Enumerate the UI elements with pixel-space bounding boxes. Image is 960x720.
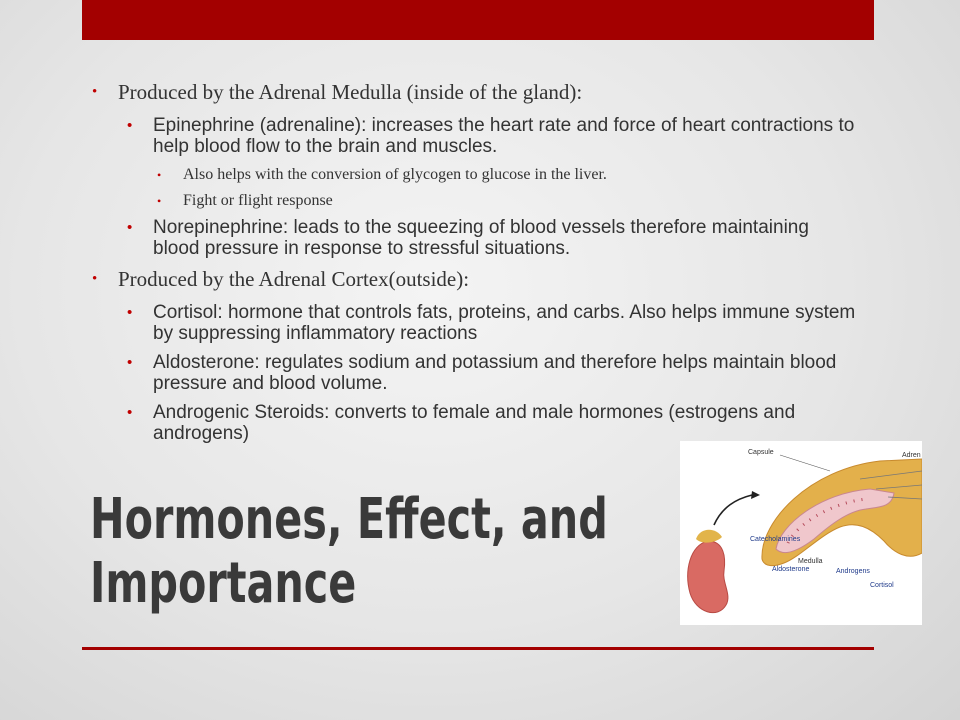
bullet-icon: • <box>127 117 133 134</box>
title-line-1: Hormones, Effect, and <box>90 487 608 552</box>
bullet-text: Produced by the Adrenal Cortex(outside): <box>118 267 470 291</box>
bullet-norepinephrine <box>123 217 858 259</box>
bullet-glycogen <box>153 165 858 184</box>
kidney-shape <box>688 541 728 613</box>
bullet-text: Fight or flight response <box>183 192 333 209</box>
bullet-androgenic <box>123 402 858 444</box>
bullet-icon: • <box>157 194 162 208</box>
small-adrenal-shape <box>696 530 722 543</box>
bullet-text: Produced by the Adrenal Medulla (inside of the gland): <box>118 80 583 104</box>
label-cortisol: Cortisol <box>870 582 894 589</box>
label-medulla: Medulla <box>798 558 823 565</box>
bullet-icon: • <box>127 219 133 236</box>
bottom-accent-rule <box>82 647 874 650</box>
top-accent-bar <box>82 0 874 40</box>
adrenal-gland-diagram <box>680 441 922 625</box>
bullet-cortex <box>88 267 858 291</box>
bullet-text: Androgenic Steroids: converts to female and male hormones (estrogens and androgens) <box>153 402 796 444</box>
bullet-icon: • <box>127 354 133 371</box>
arrow-line <box>714 495 752 525</box>
bullet-cortisol <box>123 302 858 344</box>
bullet-icon: • <box>92 84 98 100</box>
title-line-2: Importance <box>90 551 357 616</box>
bullet-text: Epinephrine (adrenaline): increases the heart rate and force of heart contractions to help blood flow to the brain and muscles. <box>153 115 855 157</box>
label-aldosterone: Aldosterone <box>772 566 810 573</box>
bullet-list <box>88 80 858 452</box>
bullet-icon: • <box>127 304 133 321</box>
label-adrenal: Adren <box>902 452 921 459</box>
bullet-text: Also helps with the conversion of glycogen to glucose in the liver. <box>183 166 607 183</box>
label-capsule: Capsule <box>748 449 774 456</box>
bullet-text: Aldosterone: regulates sodium and potassium and therefore helps maintain blood pressure and blood volume. <box>153 352 837 394</box>
bullet-icon: • <box>157 168 162 182</box>
adrenal-gland-illustration <box>680 441 922 625</box>
bullet-text: Cortisol: hormone that controls fats, proteins, and carbs. Also helps immune system by suppressing inflammatory reactions <box>153 302 856 344</box>
arrow-head-icon <box>751 491 760 499</box>
slide-title <box>90 488 608 616</box>
label-androgens: Androgens <box>836 568 870 575</box>
bullet-icon: • <box>127 404 133 421</box>
label-catecholamines: Catecholamines <box>750 536 801 543</box>
bullet-epinephrine <box>123 115 858 157</box>
bullet-icon: • <box>92 271 98 287</box>
bullet-aldosterone <box>123 352 858 394</box>
bullet-fight-flight <box>153 191 858 210</box>
bullet-text: Norepinephrine: leads to the squeezing of blood vessels therefore maintaining blood pressure in response to stressful situations. <box>153 217 809 259</box>
bullet-medulla <box>88 80 858 104</box>
label-pointer <box>780 455 830 471</box>
